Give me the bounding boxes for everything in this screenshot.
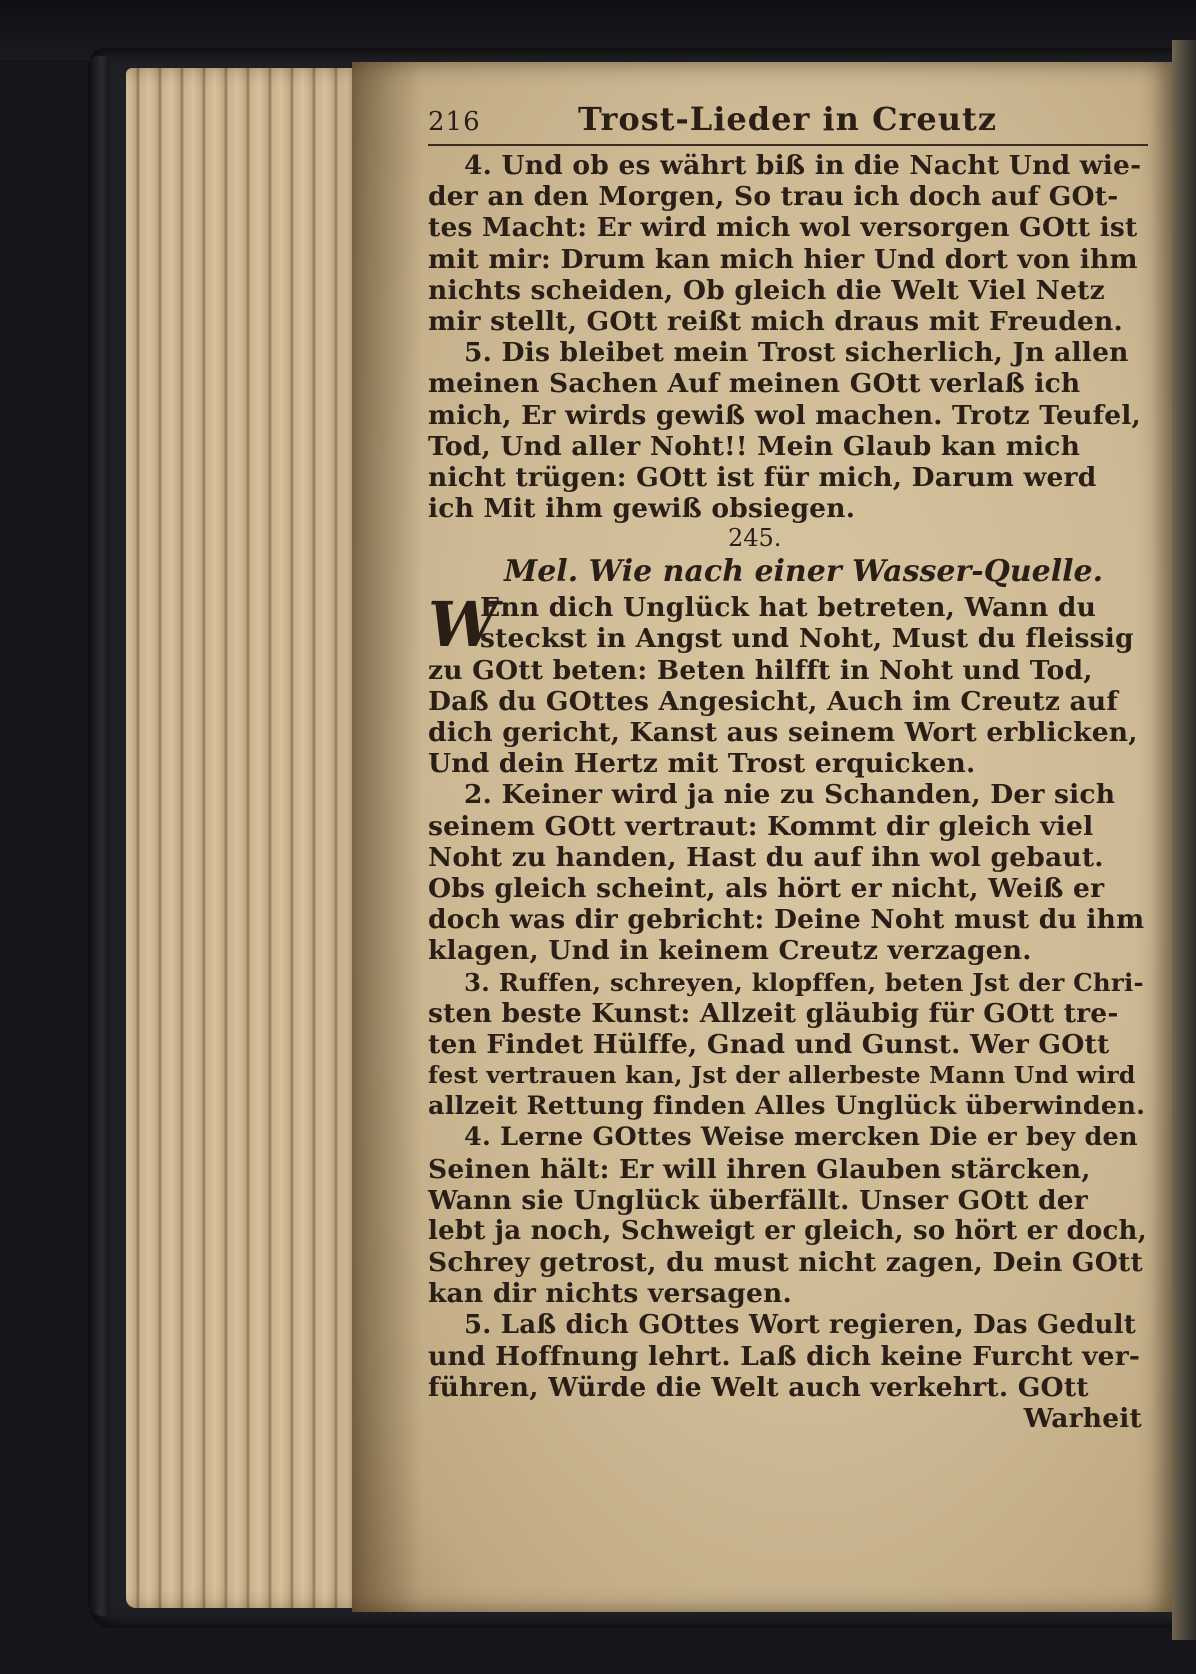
text-line: mit mir: Drum kan mich hier Und dort von ihm [428, 243, 1138, 275]
text-line: Und dein Hertz mit Trost erquicken. [428, 748, 976, 780]
catchword: Warheit [1023, 1403, 1142, 1435]
text-line: und Hoffnung lehrt. Laß dich keine Furcht ver- [428, 1340, 1141, 1372]
text-line: Seinen hält: Er will ihren Glauben stärcken, [428, 1153, 1091, 1185]
text-line: Wann sie Unglück überfällt. Unser GOtt der [428, 1184, 1088, 1216]
text-line: fest vertrauen kan, Jst der allerbeste Mann Und wird [428, 1061, 1136, 1090]
text-line: kan dir nichts versagen. [428, 1278, 792, 1310]
text-line: klagen, Und in keinem Creutz verzagen. [428, 935, 1032, 967]
text-line: nichts scheiden, Ob gleich die Welt Viel Netz [428, 274, 1105, 306]
text-line: mir stellt, GOtt reißt mich draus mit Freuden. [428, 305, 1123, 337]
text-line: 5. Dis bleibet mein Trost sicherlich, Jn allen [464, 337, 1129, 369]
page-number: 216 [428, 107, 481, 137]
melody-heading: Mel. Wie nach einer Wasser-Quelle. [504, 554, 1104, 590]
text-line: zu GOtt beten: Beten hilfft in Noht und Tod, [428, 654, 1093, 686]
text-line: 4. Lerne GOttes Weise mercken Die er bey den [464, 1122, 1138, 1153]
text-line: 3. Ruffen, schreyen, klopffen, beten Jst der Chri- [464, 967, 1144, 997]
text-line: Schrey getrost, du must nicht zagen, Dein GOtt [428, 1247, 1143, 1279]
drop-capital: W [428, 588, 498, 662]
text-line: mich, Er wirds gewiß wol machen. Trotz Teufel, [428, 399, 1141, 431]
text-line: meinen Sachen Auf meinen GOtt verlaß ich [428, 368, 1081, 400]
text-line: 2. Keiner wird ja nie zu Schanden, Der sich [464, 779, 1116, 811]
hymn-number: 245. [728, 524, 782, 553]
text-line: sten beste Kunst: Allzeit gläubig für GOtt tre- [428, 997, 1119, 1029]
text-line: allzeit Rettung finden Alles Unglück überwinden. [428, 1091, 1146, 1122]
cover-spine-edge [88, 56, 110, 1616]
text-line: seinem GOtt vertraut: Kommt dir gleich viel [428, 810, 1094, 842]
gutter-shadow [352, 62, 422, 1612]
page-edges-stack [126, 68, 366, 1608]
facing-page-edge [1172, 40, 1196, 1640]
text-line: steckst in Angst und Noht, Must du fleissig [480, 623, 1134, 655]
text-line: Daß du GOttes Angesicht, Auch im Creutz auf [428, 685, 1118, 717]
text-line: Noht zu handen, Hast du auf ihn wol gebaut. [428, 841, 1104, 873]
page-header [428, 100, 1148, 146]
text-line: Tod, Und aller Noht!! Mein Glaub kan mich [428, 430, 1081, 462]
page-text-block [428, 100, 1148, 1434]
text-line: der an den Morgen, So trau ich doch auf GOt- [428, 181, 1119, 213]
running-head: Trost-Lieder in Creutz [578, 100, 997, 138]
text-line: lebt ja noch, Schweigt er gleich, so hört er doch, [428, 1216, 1147, 1246]
text-line: tes Macht: Er wird mich wol versorgen GOtt ist [428, 212, 1138, 244]
text-line: 5. Laß dich GOttes Wort regieren, Das Gedult [464, 1309, 1136, 1340]
hymn-text-previous [428, 150, 1148, 524]
text-line: Obs gleich scheint, als hört er nicht, Weiß er [428, 872, 1105, 904]
text-line: 4. Und ob es währt biß in die Nacht Und wie- [464, 150, 1142, 181]
hymn-text-245 [428, 588, 1148, 1435]
text-line: ten Findet Hülffe, Gnad und Gunst. Wer GOtt [428, 1028, 1110, 1060]
text-line: dich gericht, Kanst aus seinem Wort erblicken, [428, 717, 1138, 748]
text-line: doch was dir gebricht: Deine Noht must du ihm [428, 904, 1145, 936]
text-line: führen, Würde die Welt auch verkehrt. GOtt [428, 1371, 1089, 1403]
text-line: nicht trügen: GOtt ist für mich, Darum werd [428, 461, 1097, 493]
text-line-content: Enn dich Unglück hat betreten, Wann du [480, 592, 1097, 624]
text-line: ich Mit ihm gewiß obsiegen. [428, 493, 856, 525]
